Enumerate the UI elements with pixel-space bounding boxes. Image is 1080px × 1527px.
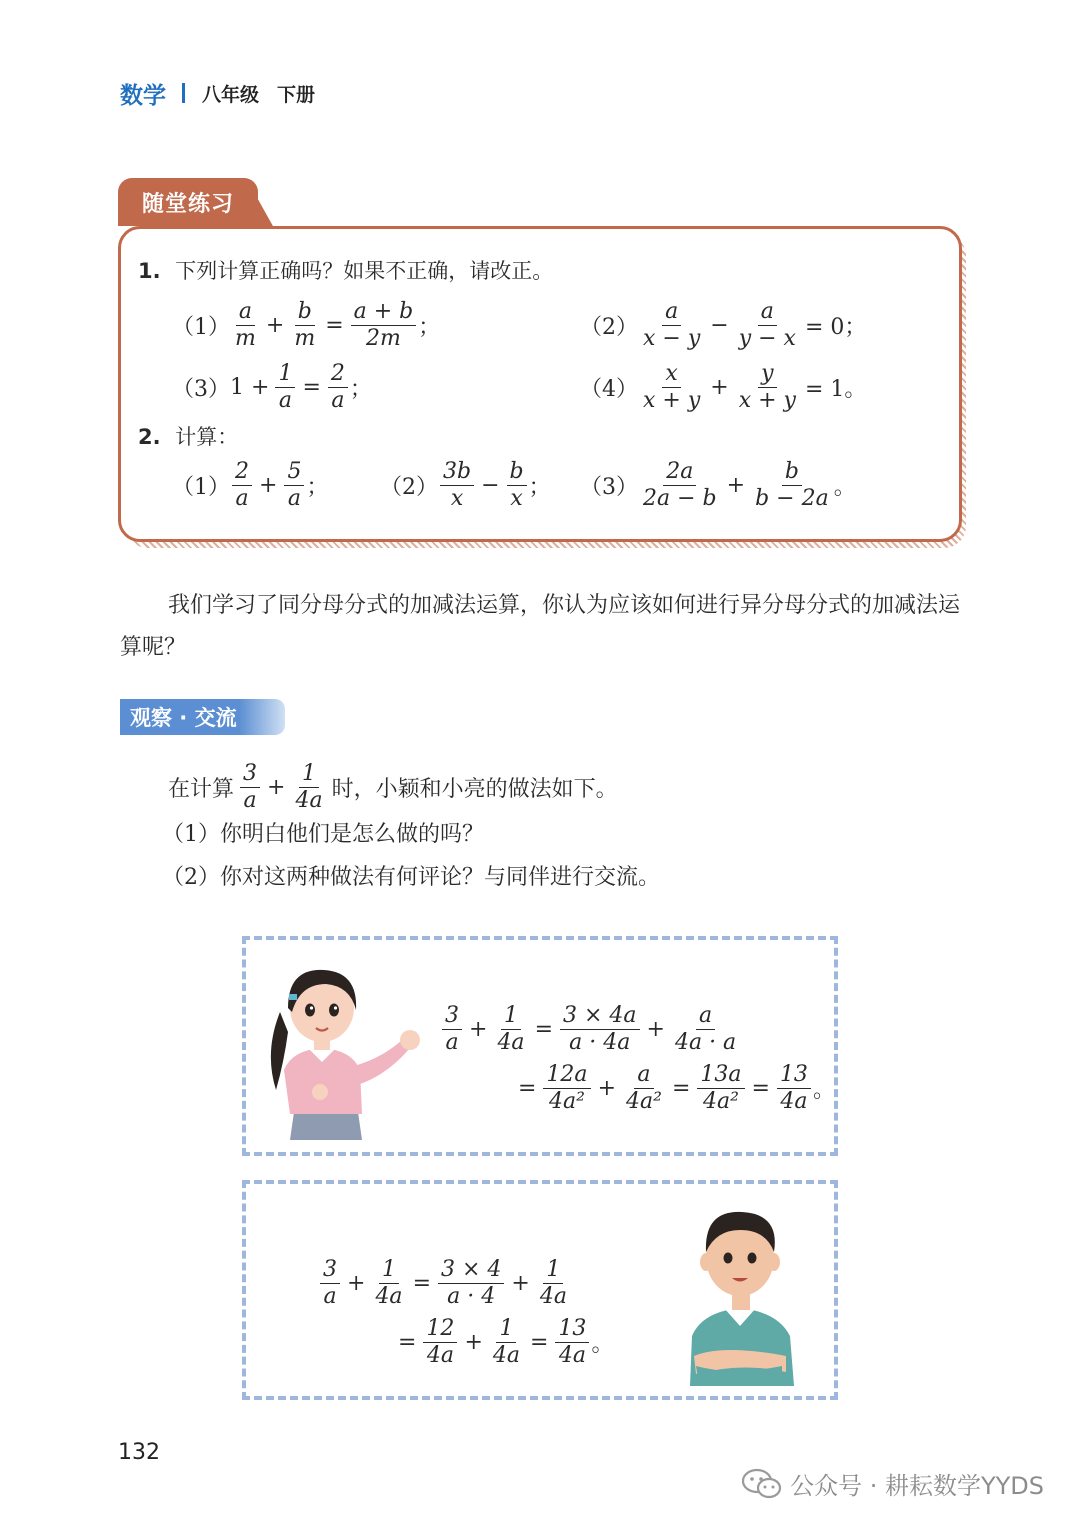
fraction: $\frac{1}{4a}$ xyxy=(295,761,323,814)
right-hand-side: = 1。 xyxy=(804,377,867,403)
punctuation: 。 xyxy=(812,1078,835,1104)
operator: − xyxy=(710,313,729,339)
equals-sign: = xyxy=(530,1330,549,1356)
punctuation: ； xyxy=(418,315,441,341)
equals-sign: = xyxy=(302,375,321,401)
operator: + xyxy=(597,1076,616,1102)
fraction: $\frac{3}{a}$ xyxy=(240,762,260,813)
practice-tab: 随堂练习 xyxy=(118,178,258,226)
girl-illustration xyxy=(262,962,432,1140)
q1-item-4 xyxy=(580,362,866,413)
question-2 xyxy=(138,421,238,451)
header-grade: 八年级 xyxy=(202,83,260,106)
question-1 xyxy=(138,255,553,285)
item-label: （3） xyxy=(172,377,230,403)
equals-sign: = xyxy=(518,1076,537,1102)
question-1-text: 下列计算正确吗？如果不正确，请改正。 xyxy=(175,259,554,283)
fraction: $\frac{13}{4a}$ xyxy=(555,1317,589,1368)
q1-item-1 xyxy=(172,300,440,351)
fraction: $\frac{1}{4a}$ xyxy=(539,1257,567,1310)
operator: + xyxy=(726,473,746,499)
equals-sign: = xyxy=(534,1017,553,1043)
fraction: $\frac{3}{a}$ xyxy=(442,1004,462,1055)
fraction: $\frac{1}{4a}$ xyxy=(497,1003,525,1056)
item-label: （2） xyxy=(380,475,438,501)
fraction: $\frac{13a}{\text{4a²}}$ xyxy=(697,1063,744,1114)
equals-sign: = xyxy=(398,1330,417,1356)
q2-item-1 xyxy=(172,460,328,511)
question-2-number: 2. xyxy=(138,425,161,449)
watermark xyxy=(742,1466,1044,1501)
fraction: $\frac{2}{a}$ xyxy=(232,460,252,511)
observe-tab: 观察 · 交流 xyxy=(120,699,285,735)
fraction: $\frac{a}{m}$ xyxy=(235,299,256,352)
page-number: 132 xyxy=(118,1440,160,1465)
question-2-text: 计算： xyxy=(175,425,239,449)
fraction: $\frac{x}{x + y}$ xyxy=(643,361,701,414)
item-label: （2） xyxy=(580,315,638,341)
fraction: $\frac{a + b}{2m}$ xyxy=(351,300,417,351)
observe-question-1: （1）你明白他们是怎么做的吗？ xyxy=(162,822,484,847)
fraction: $\frac{2}{a}$ xyxy=(328,362,348,413)
fraction: $\frac{a}{y - x}$ xyxy=(738,299,796,352)
girl-solution-line-1 xyxy=(440,1004,741,1055)
punctuation: ； xyxy=(306,475,329,501)
fraction: $\frac{a}{4a \cdot a}$ xyxy=(674,1003,737,1056)
operator: + xyxy=(259,473,278,499)
header-subject: 数学 xyxy=(120,82,166,109)
fraction: $\frac{5}{a}$ xyxy=(284,460,304,511)
equals-sign: = xyxy=(412,1271,431,1297)
equals-sign: = xyxy=(671,1076,691,1102)
fraction: $\frac{b}{b - 2a}$ xyxy=(755,459,829,512)
item-label: （4） xyxy=(580,377,638,403)
body-paragraph xyxy=(120,585,970,669)
wechat-icon xyxy=(742,1468,782,1500)
punctuation: 。 xyxy=(833,475,856,501)
observe-intro xyxy=(168,762,618,813)
punctuation: 。 xyxy=(591,1332,614,1358)
observe-question-2: （2）你对这两种做法有何评论？与同伴进行交流。 xyxy=(162,865,660,890)
watermark-text: 公众号 · 耕耘数学YYDS xyxy=(790,1472,1044,1500)
fraction: $\frac{a}{\text{4a²}}$ xyxy=(626,1062,662,1115)
equals-sign: = xyxy=(325,313,344,339)
intro-text-end: 时，小颖和小亮的做法如下。 xyxy=(331,777,618,803)
operator: + xyxy=(511,1271,530,1297)
operator: + xyxy=(265,313,285,339)
fraction: $\frac{b}{m}$ xyxy=(294,299,316,352)
operator: + xyxy=(646,1017,665,1043)
fraction: $\frac{b}{x}$ xyxy=(507,460,527,511)
boy-illustration xyxy=(682,1206,802,1386)
paragraph-text: 我们学习了同分母分式的加减法运算，你认为应该如何进行异分母分式的加减法运算呢？ xyxy=(120,593,961,660)
right-hand-side: = 0； xyxy=(804,315,867,341)
fraction: $\frac{1}{4a}$ xyxy=(492,1316,520,1369)
item-label: （3） xyxy=(580,475,638,501)
intro-text: 在计算 xyxy=(168,777,235,803)
fraction: $\frac{2a}{2a - b}$ xyxy=(643,459,717,512)
q2-item-2 xyxy=(380,460,551,511)
fraction: $\frac{y}{x + y}$ xyxy=(738,361,796,414)
lead-term: 1 + xyxy=(230,375,270,401)
fraction: $\frac{3 \times 4}{a \cdot 4}$ xyxy=(438,1258,504,1309)
page-header xyxy=(120,76,315,110)
fraction: $\frac{a}{x - y}$ xyxy=(643,299,701,352)
q1-item-3 xyxy=(172,362,372,413)
q1-item-2 xyxy=(580,300,866,351)
operator: + xyxy=(710,375,729,401)
equals-sign: = xyxy=(751,1076,770,1102)
fraction: $\frac{1}{4a}$ xyxy=(375,1257,403,1310)
header-divider xyxy=(182,83,185,103)
fraction: $\frac{3b}{x}$ xyxy=(440,460,474,511)
punctuation: ； xyxy=(349,377,372,403)
boy-solution-line-1 xyxy=(318,1258,572,1309)
fraction: $\frac{1}{a}$ xyxy=(275,362,295,413)
fraction: $\frac{3}{a}$ xyxy=(320,1258,340,1309)
operator: + xyxy=(469,1017,488,1043)
fraction: $\frac{12}{4a}$ xyxy=(423,1317,457,1368)
fraction: $\frac{13}{4a}$ xyxy=(777,1063,811,1114)
operator: + xyxy=(464,1330,483,1356)
boy-solution-line-2 xyxy=(398,1317,613,1368)
header-volume: 下册 xyxy=(277,83,316,106)
operator: − xyxy=(481,473,500,499)
q2-item-3 xyxy=(580,460,856,511)
girl-solution-line-2 xyxy=(518,1063,835,1114)
punctuation: ； xyxy=(528,475,551,501)
fraction: $\frac{12a}{\text{4a²}}$ xyxy=(543,1063,590,1114)
operator: + xyxy=(347,1271,366,1297)
item-label: （1） xyxy=(172,315,230,341)
item-label: （1） xyxy=(172,475,230,501)
operator: + xyxy=(267,775,286,801)
question-1-number: 1. xyxy=(138,259,161,283)
fraction: $\frac{3 \times 4a}{a \cdot 4a}$ xyxy=(560,1004,640,1055)
